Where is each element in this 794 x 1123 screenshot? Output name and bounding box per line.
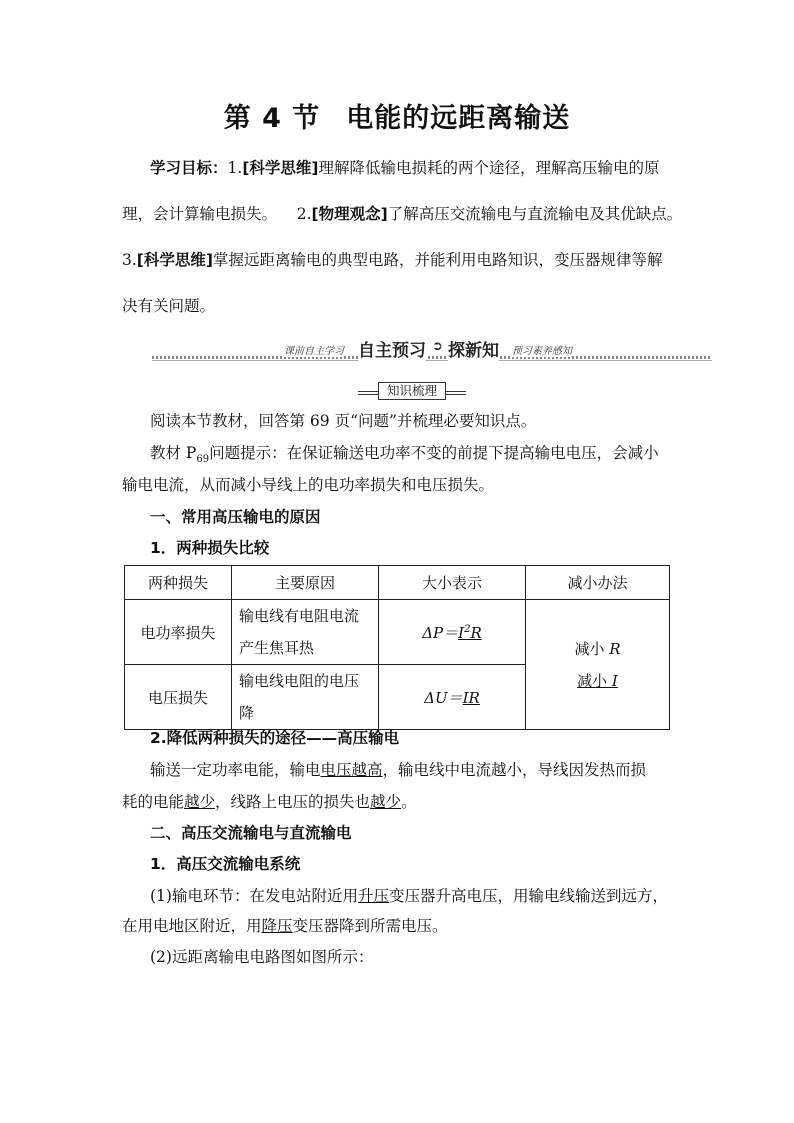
section2-p2: (2)远距离输电电路图如图所示： bbox=[150, 948, 374, 966]
intro-line: 阅读本节教材，回答第 69 页“问题”并梳理必要知识点。 bbox=[150, 412, 537, 430]
hint-line-1: 教材 $P_{69}$问题提示：在保证输送电功率不变的前提下提高输电电压，会减小 bbox=[150, 444, 659, 466]
page-title bbox=[0, 96, 794, 135]
arrow-icon: ➲ bbox=[432, 339, 443, 354]
section2-sub1: 1．高压交流输电系统 bbox=[150, 855, 301, 873]
section1-sub2: 2.降低两种损失的途径——高压输电 bbox=[150, 729, 400, 747]
section1-body-1: 输送一定功率电能，输电电压越高，输电线中电流越小，导线因发热而损 bbox=[150, 761, 647, 779]
loss-name: 电功率损失 bbox=[125, 600, 232, 665]
table-header-row bbox=[125, 566, 670, 600]
objectives-line-2: 理，会计算输电损失。 2.[物理观念]了解高压交流输电与直流输电及其优缺点。 bbox=[122, 205, 683, 223]
table-header: 主要原因 bbox=[232, 566, 379, 600]
badge-label: 知识梳理 bbox=[378, 382, 446, 400]
loss-reason: 输电线有电阻电流 产生焦耳热 bbox=[232, 600, 379, 665]
table-header: 大小表示 bbox=[379, 566, 526, 600]
section1-body-2: 耗的电能越少，线路上电压的损失也越少。 bbox=[122, 793, 417, 811]
loss-formula: ΔU＝IR bbox=[379, 665, 526, 730]
section-name: 电能的远距离输送 bbox=[346, 103, 571, 134]
objective-tag: [科学思维] bbox=[136, 251, 213, 269]
loss-formula: $\Delta P=I^2R$ bbox=[379, 600, 526, 665]
loss-comparison-table bbox=[124, 565, 670, 730]
banner-rule bbox=[152, 356, 712, 359]
banner-main-a: 自主预习 bbox=[358, 336, 426, 361]
section2-p1-line2: 在用电地区附近，用降压变压器降到所需电压。 bbox=[122, 917, 448, 935]
banner-left-text: 课前自主学习 bbox=[284, 342, 344, 357]
formula-answer: $I^2R$ bbox=[458, 623, 482, 642]
table-header: 减小办法 bbox=[526, 566, 670, 600]
loss-reason: 输电线电阻的电压 降 bbox=[232, 665, 379, 730]
loss-name: 电压损失 bbox=[125, 665, 232, 730]
section2-p1-line1: (1)输电环节：在发电站附近用升压变压器升高电压，用输电线输送到远方， bbox=[150, 887, 668, 905]
table-header: 两种损失 bbox=[125, 566, 232, 600]
reduction-methods: 减小 R 减小 I bbox=[526, 600, 670, 730]
section-banner bbox=[152, 336, 712, 362]
objectives-label: 学习目标： bbox=[150, 159, 228, 177]
banner-main-b: 探新知 bbox=[448, 336, 499, 361]
banner-right-text: 预习素养感知 bbox=[512, 342, 572, 357]
objectives-line-4: 决有关问题。 bbox=[122, 297, 216, 315]
objective-tag: [物理观念] bbox=[311, 205, 388, 223]
banner-rule bbox=[152, 360, 712, 361]
formula-answer: IR bbox=[462, 688, 480, 707]
section1-sub1: 1．两种损失比较 bbox=[150, 539, 270, 557]
section1-heading: 一、常用高压输电的原因 bbox=[150, 508, 321, 526]
objective-tag: [科学思维] bbox=[242, 159, 319, 177]
table-row bbox=[125, 600, 670, 665]
section-number: 第 4 节 bbox=[223, 103, 321, 134]
section2-heading: 二、高压交流输电与直流输电 bbox=[150, 824, 352, 842]
knowledge-badge bbox=[358, 382, 466, 400]
hint-line-2: 输电电流，从而减小导线上的电功率损失和电压损失。 bbox=[122, 476, 495, 494]
objectives-line-3: 3.[科学思维]掌握远距离输电的典型电路，并能利用电路知识，变压器规律等解 bbox=[122, 251, 663, 269]
objectives-line-1: 学习目标：1.[科学思维]理解降低输电损耗的两个途径，理解高压输电的原 bbox=[150, 159, 660, 177]
